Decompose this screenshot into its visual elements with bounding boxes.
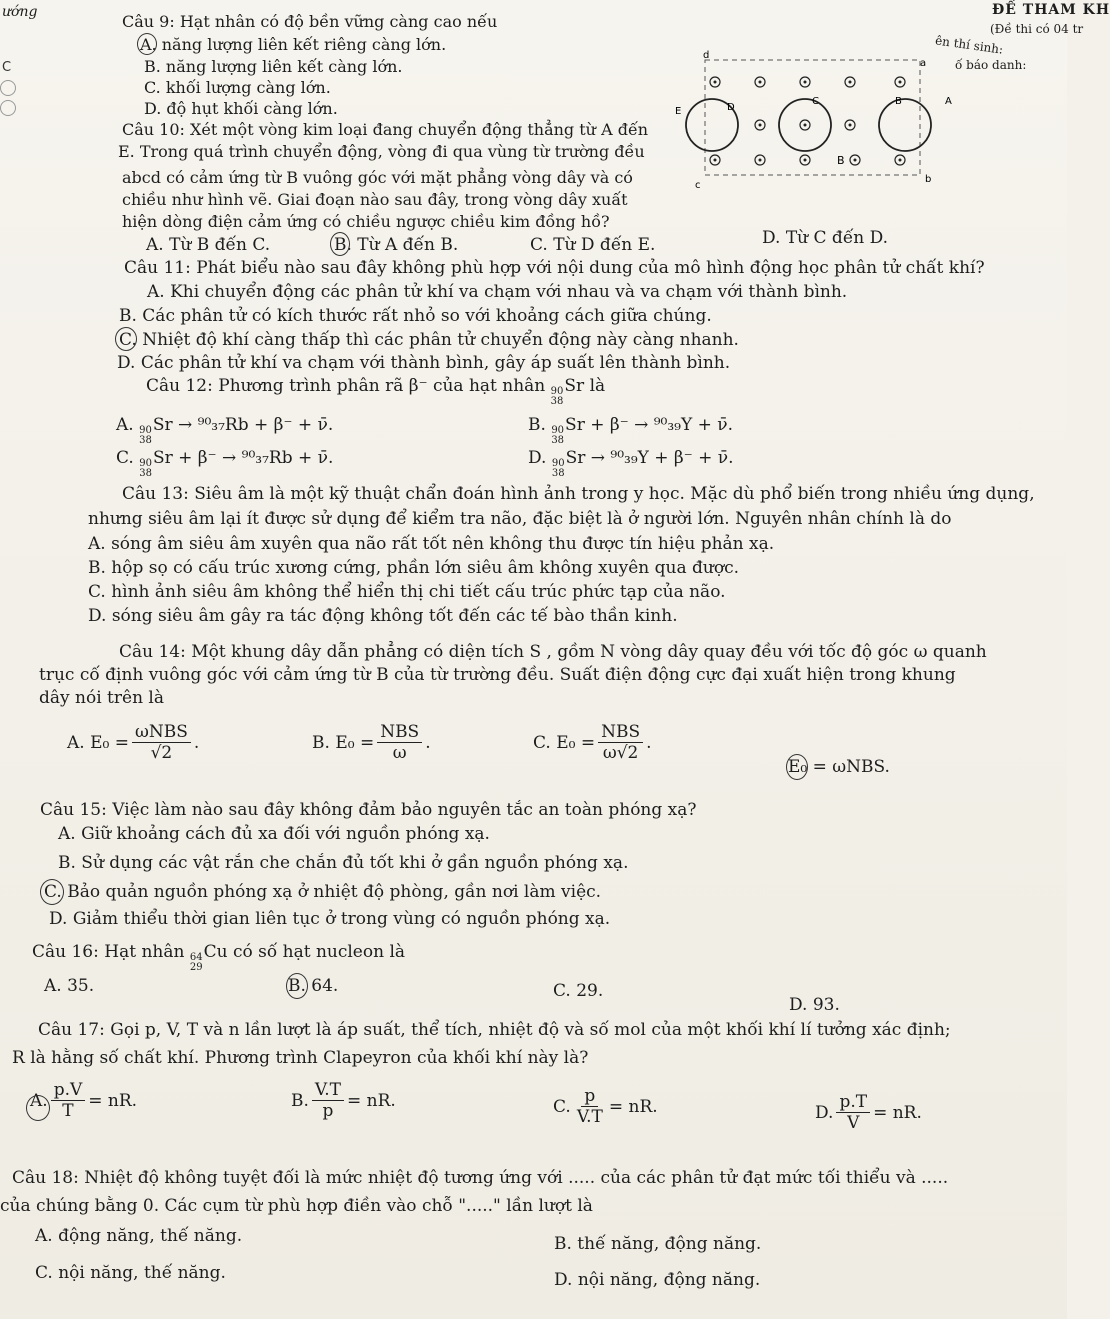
q11-option-b[interactable]: B. Các phân tử có kích thước rất nhỏ so với khoảng cách giữa chúng.	[119, 306, 712, 326]
answer-circle-mark	[115, 327, 137, 351]
q13-option-a[interactable]: A. sóng âm siêu âm xuyên qua não rất tốt nên không thu được tín hiệu phản xạ.	[88, 534, 775, 554]
q14-option-a[interactable]: A. E₀ = $\frac{\text{ωNBS}}{√2}$ .	[67, 722, 200, 763]
label-D: D	[727, 102, 735, 113]
q14-option-d[interactable]: E₀ = ωNBS.	[788, 757, 890, 777]
header-candidate-fragment: ên thí sinh:	[934, 33, 1004, 57]
q9-option-d[interactable]: D. độ hụt khối càng lớn.	[144, 99, 338, 118]
q13-stem-2: nhưng siêu âm lại ít được sử dụng để kiểm tra não, đặc biệt là ở người lớn. Nguyên nhân chính là do	[88, 509, 952, 529]
q11-option-d[interactable]: D. Các phân tử khí va chạm với thành bình, gây áp suất lên thành bình.	[117, 353, 731, 373]
q17-option-d[interactable]: D. $\frac{p.T}{V}$ = nR.	[815, 1092, 922, 1133]
q15-option-a[interactable]: A. Giữ khoảng cách đủ xa đối với nguồn phóng xạ.	[58, 824, 490, 844]
q15-stem: Câu 15: Việc làm nào sau đây không đảm bảo nguyên tắc an toàn phóng xạ?	[40, 800, 697, 820]
q18-option-b[interactable]: B. thế năng, động năng.	[554, 1234, 762, 1254]
q12-option-b[interactable]: B. 90 38 Sr + β⁻ → ⁹⁰₃₉Y + ν̄.	[528, 415, 733, 446]
header-pages-fragment: (Đề thi có 04 tr	[990, 22, 1084, 36]
answer-circle-mark	[286, 973, 308, 999]
q10-stem-4: chiều như hình vẽ. Giai đoạn nào sau đây, trong vòng dây xuất	[122, 190, 628, 209]
q16-option-a[interactable]: A. 35.	[44, 976, 95, 996]
q13-option-d[interactable]: D. sóng siêu âm gây ra tác động không tốt đến các tế bào thần kinh.	[88, 606, 678, 626]
q9-option-b[interactable]: B. năng lượng liên kết càng lớn.	[144, 57, 403, 76]
q18-stem-1: Câu 18: Nhiệt độ không tuyệt đối là mức nhiệt độ tương ứng với ..... của các phân tử đạt mức tối thiểu và .....	[12, 1168, 949, 1188]
q15-option-b[interactable]: B. Sử dụng các vật rắn che chắn đủ tốt khi ở gần nguồn phóng xạ.	[58, 853, 629, 873]
label-field-B: B	[837, 154, 845, 167]
q10-stem-3: abcd có cảm ứng từ B vuông góc với mặt phẳng vòng dây và có	[122, 168, 633, 187]
answer-circle-mark	[137, 33, 157, 55]
q11-option-c[interactable]: C. Nhiệt độ khí càng thấp thì các phân tử chuyển động này càng nhanh.	[119, 330, 739, 350]
q12-option-d[interactable]: D. 90 38 Sr → ⁹⁰₃₉Y + β⁻ + ν̄.	[528, 448, 734, 479]
label-b: b	[925, 174, 932, 185]
q18-option-c[interactable]: C. nội năng, thế năng.	[35, 1263, 226, 1283]
q10-option-c[interactable]: C. Từ D đến E.	[530, 235, 656, 255]
q16-option-c[interactable]: C. 29.	[553, 981, 604, 1001]
q11-option-a[interactable]: A. Khi chuyển động các phân tử khí va chạm với nhau và va chạm với thành bình.	[147, 282, 848, 302]
label-a: a	[920, 58, 927, 69]
answer-circle-mark	[786, 754, 808, 780]
q16-option-d[interactable]: D. 93.	[789, 995, 840, 1015]
q12-stem	[146, 376, 605, 407]
q15-option-c[interactable]: C. Bảo quản nguồn phóng xạ ở nhiệt độ phòng, gần nơi làm việc.	[44, 882, 602, 902]
header-title-fragment: ĐỀ THAM KH	[992, 2, 1110, 18]
answer-circle-mark	[40, 879, 64, 905]
q9-option-c[interactable]: C. khối lượng càng lớn.	[144, 78, 331, 97]
q10-stem-1: Câu 10: Xét một vòng kim loại đang chuyển động thẳng từ A đến	[122, 120, 649, 139]
q10-option-d[interactable]: D. Từ C đến D.	[762, 228, 889, 248]
q12-option-c[interactable]: C. 90 38 Sr + β⁻ → ⁹⁰₃₇Rb + ν̄.	[116, 448, 334, 479]
field-dots	[710, 77, 905, 165]
q10-figure	[655, 52, 955, 192]
margin-ring	[0, 100, 16, 116]
q13-option-b[interactable]: B. hộp sọ có cấu trúc xương cứng, phần lớn siêu âm không xuyên qua được.	[88, 558, 740, 578]
q17-option-b[interactable]: B. $\frac{V.T}{p}$ = nR.	[291, 1080, 396, 1121]
sr-nuclide: 90 38	[550, 386, 564, 407]
q10-option-b[interactable]: B. Từ A đến B.	[334, 235, 459, 255]
q17-stem-1: Câu 17: Gọi p, V, T và n lần lượt là áp suất, thể tích, nhiệt độ và số mol của một khối khí lí tưởng xác định;	[38, 1020, 951, 1040]
q15-option-d[interactable]: D. Giảm thiểu thời gian liên tục ở trong vùng có nguồn phóng xạ.	[49, 909, 611, 929]
q17-stem-2: R là hằng số chất khí. Phương trình Clapeyron của khối khí này là?	[12, 1048, 589, 1068]
label-E: E	[675, 106, 682, 117]
header-id-fragment: ố báo danh:	[955, 58, 1027, 72]
q18-stem-2: của chúng bằng 0. Các cụm từ phù hợp điền vào chỗ "....." lần lượt là	[0, 1196, 593, 1216]
q14-stem-2: trục cố định vuông góc với cảm ứng từ B của từ trường đều. Suất điện động cực đại xuất hiện trong khung	[39, 665, 956, 685]
label-C: C	[812, 96, 819, 107]
label-A: A	[945, 96, 952, 107]
q17-option-a[interactable]: A. $\frac{p.V}{T}$ = nR.	[30, 1080, 138, 1121]
answer-circle-mark	[26, 1095, 50, 1121]
q18-option-a[interactable]: A. động năng, thế năng.	[35, 1226, 243, 1246]
label-c: c	[695, 180, 701, 191]
q16-option-b[interactable]: B. 64.	[288, 976, 339, 996]
q14-option-b[interactable]: B. E₀ = $\frac{\text{NBS}}{\omega}$ .	[312, 722, 431, 763]
label-B: B	[895, 96, 902, 107]
header-left-fragment: ướng	[2, 4, 38, 20]
q12-option-a[interactable]: A. 90 38 Sr → ⁹⁰₃₇Rb + β⁻ + ν̄.	[116, 415, 334, 446]
margin-letter-c: C	[2, 60, 12, 75]
q14-stem-3: dây nói trên là	[39, 688, 164, 708]
q9-option-a[interactable]: A. năng lượng liên kết riêng càng lớn.	[140, 35, 447, 54]
q12-stem-text: Câu 12: Phương trình phân rã β⁻ của hạt nhân	[146, 376, 546, 396]
q10-stem-2: E. Trong quá trình chuyển động, vòng đi qua vùng từ trường đều	[118, 142, 645, 161]
q14-option-c[interactable]: C. E₀ = $\frac{\text{NBS}}{\omega√2}$ .	[533, 722, 652, 763]
q10-option-a[interactable]: A. Từ B đến C.	[146, 235, 271, 255]
q18-option-d[interactable]: D. nội năng, động năng.	[554, 1270, 761, 1290]
margin-ring	[0, 80, 16, 96]
q17-option-c[interactable]: C. $\frac{p}{V.T}$ = nR.	[553, 1086, 658, 1127]
q9-stem: Câu 9: Hạt nhân có độ bền vững càng cao nếu	[122, 12, 498, 31]
q16-stem: Câu 16: Hạt nhân 64 29 Cu có số hạt nucleon là	[32, 942, 406, 973]
q11-stem: Câu 11: Phát biểu nào sau đây không phù hợp với nội dung của mô hình động học phân tử chất khí?	[124, 258, 985, 278]
q13-option-c[interactable]: C. hình ảnh siêu âm không thể hiển thị chi tiết cấu trúc phức tạp của não.	[88, 582, 726, 602]
q14-stem-1: Câu 14: Một khung dây dẫn phẳng có diện tích S , gồm N vòng dây quay đều với tốc độ góc ω quanh	[119, 642, 987, 662]
q12-stem-end: Sr là	[564, 376, 606, 396]
q10-stem-5: hiện dòng điện cảm ứng có chiều ngược chiều kim đồng hồ?	[122, 212, 610, 231]
q13-stem-1: Câu 13: Siêu âm là một kỹ thuật chẩn đoán hình ảnh trong y học. Mặc dù phổ biến trong nhiều ứng dụng,	[122, 484, 1035, 504]
answer-circle-mark	[330, 232, 350, 256]
label-d: d	[703, 50, 710, 61]
